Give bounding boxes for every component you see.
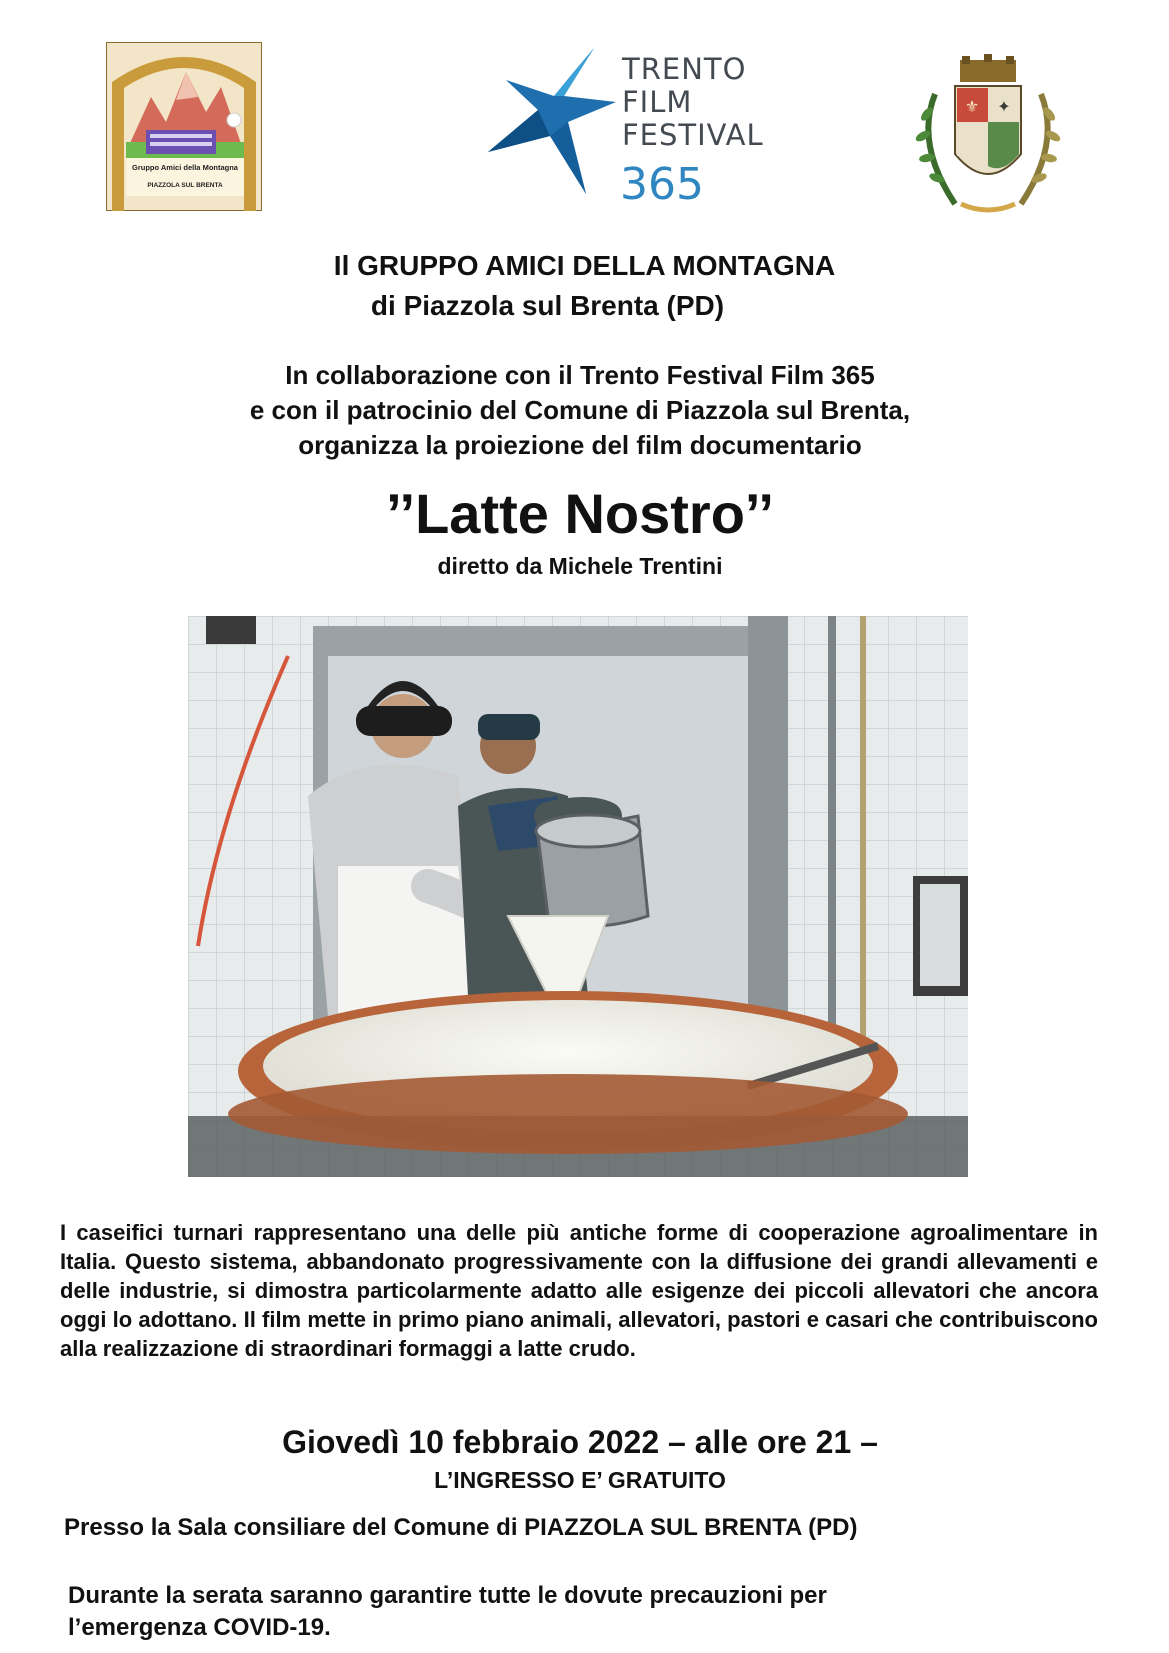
covid-line-1: Durante la serata saranno garantire tutte le dovute precauzioni per [68, 1582, 827, 1609]
collaboration-text [0, 358, 1160, 463]
tff-line-trento: TRENTO [622, 52, 747, 86]
tff-number: 365 [620, 159, 704, 210]
organizer-location: di Piazzola sul Brenta (PD) [370, 290, 725, 321]
svg-text:⚜: ⚜ [964, 97, 980, 116]
covid-line-2: l’emergenza COVID-19. [68, 1614, 331, 1641]
free-entry-notice: L’INGRESSO E’ GRATUITO [434, 1467, 726, 1493]
tff-line-film: FILM [622, 85, 693, 119]
collaboration-line-1: In collaborazione con il Trento Festival Film 365 [285, 360, 875, 390]
collaboration-line-2: e con il patrocinio del Comune di Piazzola sul Brenta, [249, 395, 911, 425]
event-date: Giovedì 10 febbraio 2022 – alle ore 21 – [282, 1424, 878, 1460]
event-venue: Presso la Sala consiliare del Comune di PIAZZOLA SUL BRENTA (PD) [64, 1514, 858, 1541]
organizer-name: Il GRUPPO AMICI DELLA MONTAGNA [333, 250, 836, 281]
gam-logo-line1: Gruppo Amici della Montagna [132, 163, 238, 172]
collaboration-line-3: organizza la proiezione del film documentario [298, 430, 862, 460]
film-director: diretto da Michele Trentini [437, 553, 723, 579]
tff-line-festival: FESTIVAL [622, 118, 764, 152]
star-icon [476, 44, 626, 214]
film-title: ’’Latte Nostro’’ [386, 482, 774, 545]
gruppo-amici-montagna-logo [106, 42, 262, 211]
cheesemaking-photo [188, 616, 968, 1177]
trento-film-festival-logo [476, 44, 764, 214]
svg-text:✦: ✦ [997, 97, 1011, 116]
comune-coat-of-arms-logo [905, 54, 1071, 224]
covid-notice [68, 1580, 1118, 1644]
gam-logo-line2: PIAZZOLA SUL BRENTA [147, 182, 223, 189]
film-description: I caseifici turnari rappresentano una delle più antiche forme di cooperazione agroalimentare in Italia. Questo sistema, abbandonato progressivamente con la diffusione dei grandi allevamenti e delle industrie, si dimostra particolarmente adatto alle esigenze dei piccoli allevatori che ancora oggi lo adottano. Il film mette in primo piano animali, allevatori, pastori e casari che contribuiscono alla realizzazione di straordinari formaggi a latte crudo. [60, 1220, 1098, 1361]
